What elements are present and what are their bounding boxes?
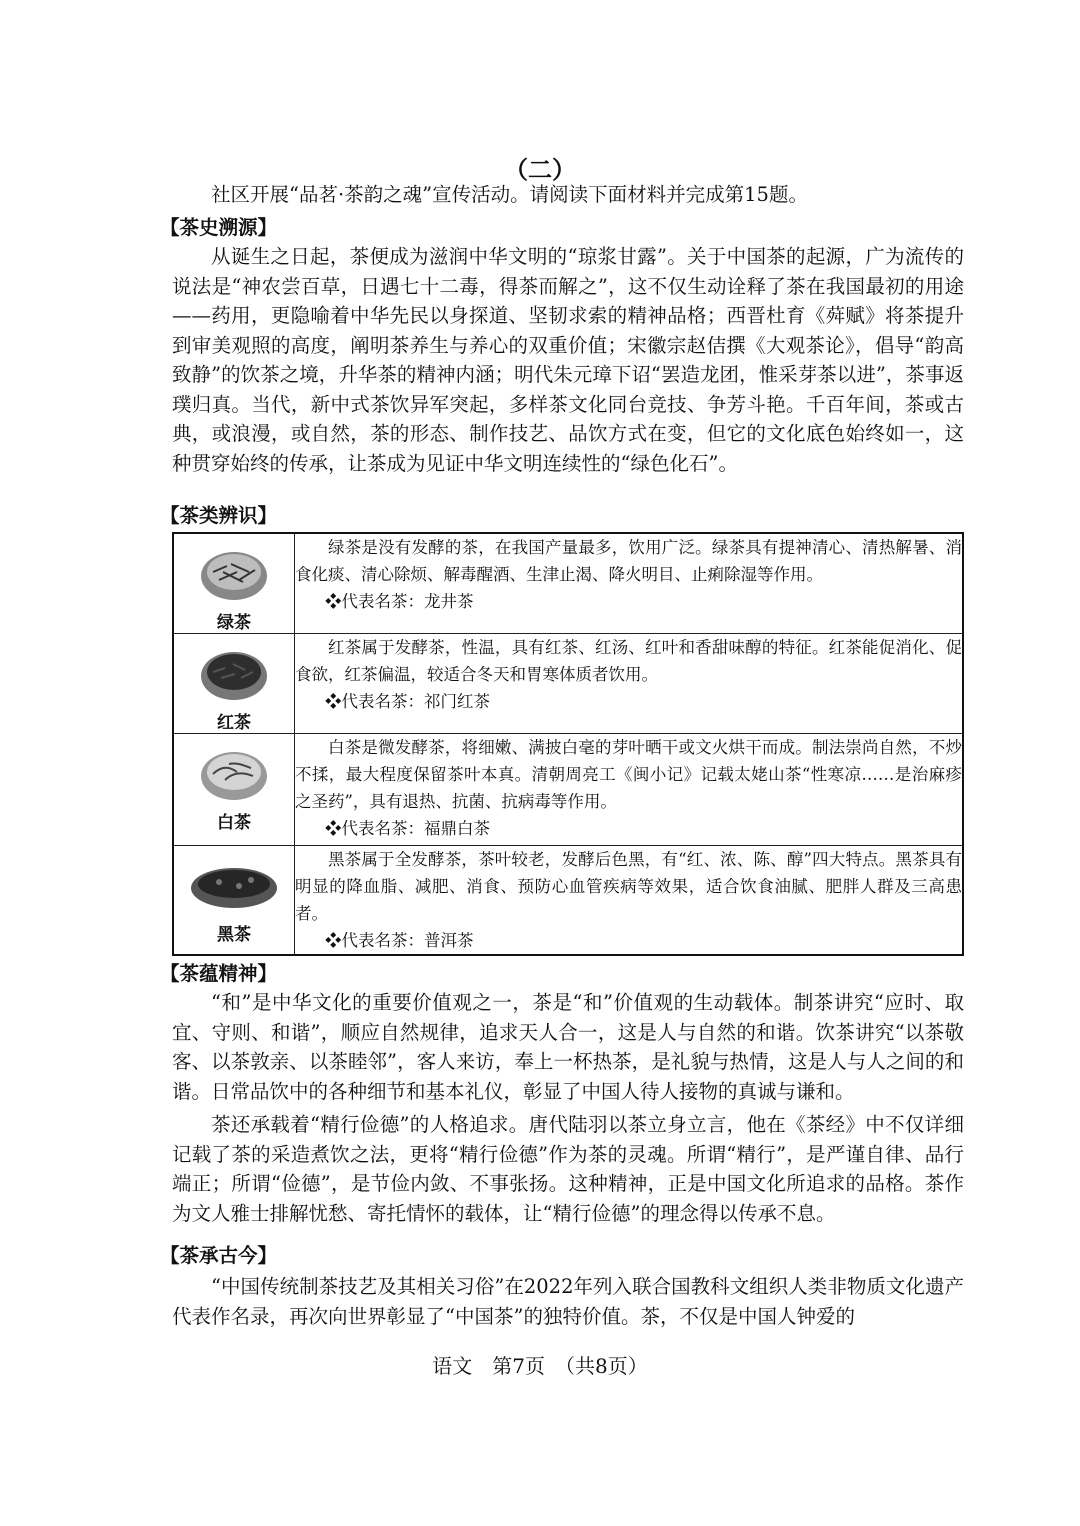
green-tea-icon [199, 542, 269, 604]
spirit-paragraph-1: “和”是中华文化的重要价值观之一，茶是“和”价值观的生动载体。制茶讲究“应时、取宜、守则、和谐”，顺应自然规律，追求天人合一，这是人与自然的和谐。饮茶讲究“以茶敬客、以茶敦亲、以茶睦邻”，客人来访，奉上一杯热茶，是礼貌与热情，这是人与人之间的和谐。日常品饮中的各种细节和基本礼仪，彰显了中国人待人接物的真诚与谦和。 [172, 991, 964, 1103]
tea-image-cell [173, 846, 295, 956]
page-footer: 语文 第7页 （共8页） [432, 1354, 648, 1378]
table-row [173, 533, 963, 634]
tea-description: 绿茶是没有发酵的茶，在我国产量最多，饮用广泛。绿茶具有提神清心、清热解暑、消食化痰、清心除烦、解毒醒酒、生津止渴、降火明目、止痢除湿等作用。 [295, 538, 962, 584]
dark-tea-icon [189, 854, 279, 916]
black-tea-icon [199, 642, 269, 704]
tea-types-table [172, 532, 964, 956]
table-row [173, 734, 963, 846]
heading-spirit: 【茶蕴精神】 [160, 962, 278, 985]
tea-image-cell [173, 533, 295, 634]
heritage-text: “中国传统制茶技艺及其相关习俗”在2022年列入联合国教科文组织人类非物质文化遗产代表作名录，再次向世界彰显了“中国茶”的独特价值。茶，不仅是中国人钟爱的 [172, 1275, 964, 1328]
tea-name: 绿茶 [217, 613, 251, 633]
tea-description-cell [295, 734, 964, 846]
tea-image-cell [173, 734, 295, 846]
tea-description-cell [295, 533, 964, 634]
representative-tea: ❖代表名茶：福鼎白茶 [325, 819, 490, 838]
tea-description: 黑茶属于全发酵茶，茶叶较老，发酵后色黑，有“红、浓、陈、醇”四大特点。黑茶具有明显的降血脂、减肥、消食、预防心血管疾病等效果，适合饮食油腻、肥胖人群及三高患者。 [295, 850, 962, 923]
tea-image-cell [173, 634, 295, 734]
representative-tea: ❖代表名茶：祁门红茶 [325, 692, 490, 711]
spirit-paragraph-2: 茶还承载着“精行俭德”的人格追求。唐代陆羽以茶立身立言，他在《茶经》中不仅详细记载了茶的采造煮饮之法，更将“精行俭德”作为茶的灵魂。所谓“精行”，是严谨自律、品行端正；所谓“俭德”，是节俭内敛、不事张扬。这种精神，正是中国文化所追求的品格。茶作为文人雅士排解忧愁、寄托情怀的载体，让“精行俭德”的理念得以传承不息。 [172, 1113, 964, 1225]
tea-description-cell [295, 846, 964, 956]
heading-heritage: 【茶承古今】 [160, 1244, 278, 1267]
tea-name: 白茶 [217, 813, 251, 833]
heading-tea-types: 【茶类辨识】 [160, 504, 278, 527]
white-tea-icon [199, 742, 269, 804]
table-row [173, 846, 963, 956]
representative-tea: ❖代表名茶：普洱茶 [325, 931, 474, 950]
tea-description: 白茶是微发酵茶，将细嫩、满披白毫的芽叶晒干或文火烘干而成。制法崇尚自然，不炒不揉，最大程度保留茶叶本真。清朝周亮工《闽小记》记载太姥山茶“性寒凉……是治麻疹之圣药”，具有退热、抗菌、抗病毒等作用。 [295, 738, 962, 811]
tea-name: 黑茶 [217, 925, 251, 945]
tea-description: 红茶属于发酵茶，性温，具有红茶、红汤、红叶和香甜味醇的特征。红茶能促消化、促食欲，红茶偏温，较适合冬天和胃寒体质者饮用。 [295, 638, 962, 684]
history-text: 从诞生之日起，茶便成为滋润中华文明的“琼浆甘露”。关于中国茶的起源，广为流传的说法是“神农尝百草，日遇七十二毒，得茶而解之”，这不仅生动诠释了茶在我国最初的用途——药用，更隐喻着中华先民以身探道、坚韧求索的精神品格；西晋杜育《荈赋》将茶提升到审美观照的高度，阐明茶养生与养心的双重价值；宋徽宗赵佶撰《大观茶论》，倡导“韵高致静”的饮茶之境，升华茶的精神内涵；明代朱元璋下诏“罢造龙团，惟采芽茶以进”，茶事返璞归真。当代，新中式茶饮异军突起，多样茶文化同台竞技、争芳斗艳。千百年间，茶或古典，或浪漫，或自然，茶的形态、制作技艺、品饮方式在变，但它的文化底色始终如一，这种贯穿始终的传承，让茶成为见证中华文明连续性的“绿色化石”。 [172, 245, 964, 475]
tea-name: 红茶 [217, 713, 251, 733]
section-title: （二） [504, 156, 576, 184]
heading-history: 【茶史溯源】 [160, 216, 278, 239]
representative-tea: ❖代表名茶：龙井茶 [325, 592, 474, 611]
table-row [173, 634, 963, 734]
intro-text: 社区开展“品茗·茶韵之魂”宣传活动。请阅读下面材料并完成第15题。 [211, 183, 808, 206]
tea-description-cell [295, 634, 964, 734]
